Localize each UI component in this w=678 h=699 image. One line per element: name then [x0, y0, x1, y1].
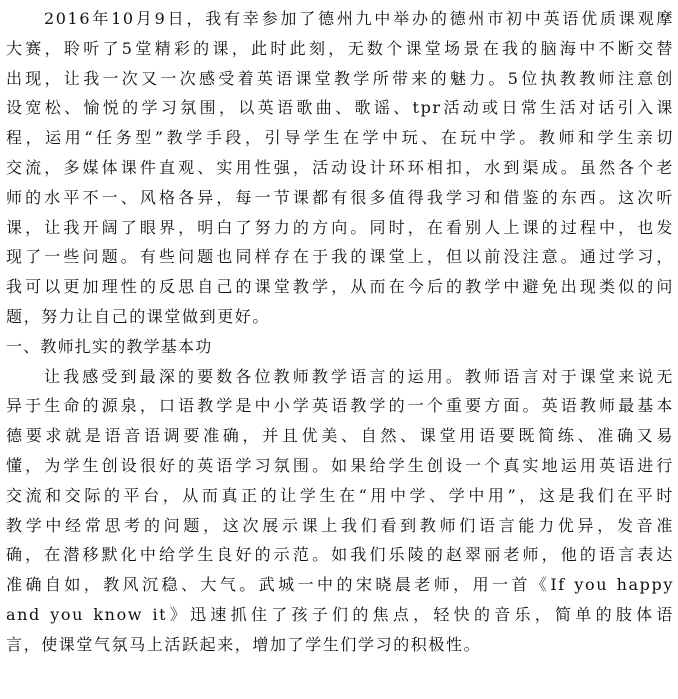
paragraph-line: and you know it》迅速抓住了孩子们的焦点，轻快的音乐，简单的肢体语 [6, 604, 674, 624]
intro-paragraph [6, 4, 674, 332]
paragraph-line: 课，让我开阔了眼界，明白了努力的方向。同时，在看别人上课的过程中，也发 [6, 217, 674, 237]
section-paragraph [6, 362, 674, 660]
paragraph-line: 大赛，聆听了5堂精彩的课，此时此刻，无数个课堂场景在我的脑海中不断交替 [6, 38, 674, 58]
paragraph-line: 2016年10月9日，我有幸参加了德州九中举办的德州市初中英语优质课观摩 [44, 9, 674, 28]
paragraph-line: 教学中经常思考的问题，这次展示课上我们看到教师们语言能力优异，发音准 [6, 515, 674, 535]
paragraph-line: 出现，让我一次又一次感受着英语课堂教学所带来的魅力。5位执教教师注意创 [6, 68, 674, 88]
paragraph-line: 我可以更加理性的反思自己的课堂教学，从而在今后的教学中避免出现类似的问 [6, 277, 674, 297]
paragraph-line: 题，努力让自己的课堂做到更好。 [6, 306, 271, 326]
paragraph-line: 设宽松、愉悦的学习氛围，以英语歌曲、歌谣、tpr活动或日常生活对话引入课 [6, 98, 674, 118]
paragraph-line: 德要求就是语音语调要准确，并且优美、自然、课堂用语要既简练、准确又易 [6, 426, 674, 446]
paragraph-line: 交流，多媒体课件直观、实用性强，活动设计环环相扣，水到渠成。虽然各个老 [6, 157, 674, 177]
paragraph-line: 程，运用“任务型”教学手段，引导学生在学中玩、在玩中学。教师和学生亲切 [6, 128, 674, 148]
paragraph-line: 确，在潜移默化中给学生良好的示范。如我们乐陵的赵翠丽老师，他的语言表达 [6, 545, 674, 565]
paragraph-line: 准确自如，教风沉稳、大气。武城一中的宋晓晨老师，用一首《If you happy [6, 575, 674, 595]
paragraph-line: 现了一些问题。有些问题也同样存在于我的课堂上，但以前没注意。通过学习， [6, 247, 674, 267]
paragraph-line: 言，使课堂气氛马上活跃起来，增加了学生们学习的积极性。 [6, 634, 482, 654]
paragraph-line: 懂，为学生创设很好的英语学习氛围。如果给学生创设一个真实地运用英语进行 [6, 455, 674, 475]
paragraph-line: 交流和交际的平台，从而真正的让学生在“用中学、学中用”，这是我们在平时 [6, 485, 674, 505]
section-heading: 一、教师扎实的教学基本功 [6, 336, 213, 356]
paragraph-line: 让我感受到最深的要数各位教师教学语言的运用。教师语言对于课堂来说无 [44, 366, 674, 386]
paragraph-line: 师的水平不一、风格各异，每一节课都有很多值得我学习和借鉴的东西。这次听 [6, 187, 674, 207]
document-body [6, 4, 674, 660]
paragraph-line: 异于生命的源泉，口语教学是中小学英语教学的一个重要方面。英语教师最基本 [6, 396, 674, 416]
